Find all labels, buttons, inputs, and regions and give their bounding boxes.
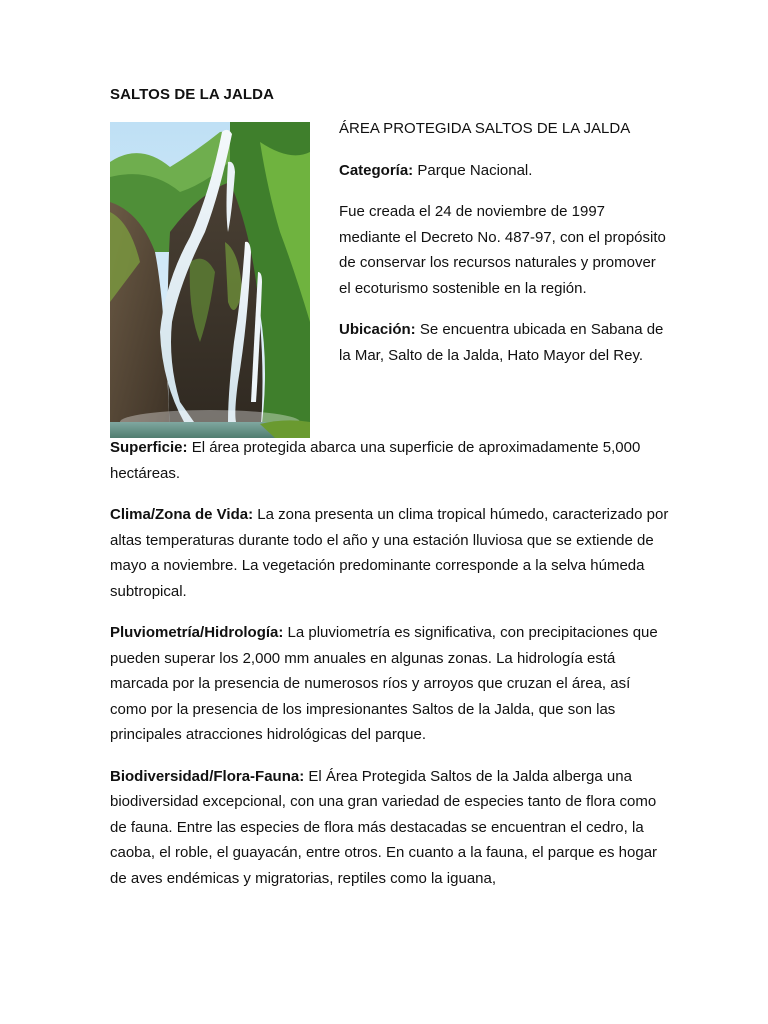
superficie-text: El área protegida abarca una superficie de aproximadamente 5,000 hectáreas. [110,439,641,482]
pluviometria-label: Pluviometría/Hidrología: [110,624,284,641]
document-title: SALTOS DE LA JALDA [110,86,275,103]
protected-area-heading: ÁREA PROTEGIDA SALTOS DE LA JALDA [339,120,631,137]
biodiversidad-paragraph [110,764,670,892]
waterfall-photo [110,122,310,438]
biodiversidad-text: El Área Protegida Saltos de la Jalda alberga una biodiversidad excepcional, con una gran variedad de especies tanto de flora como de fauna. Entre las especies de flora más destacadas se encuentran el cedro, la caoba, el roble, el guayacán, entre otros. En cuanto a la fauna, el parque es hogar de aves endémicas y migratorias, reptiles como la iguana, [110,767,658,887]
ubicacion-text: Se encuentra ubicada en Sabana de la Mar, Salto de la Jalda, Hato Mayor del Rey. [339,321,664,364]
ubicacion-label: Ubicación: [339,321,416,338]
superficie-paragraph [110,435,670,486]
pluviometria-paragraph [110,620,670,748]
categoria-label: Categoría: [339,161,414,179]
info-column [339,116,669,384]
body-sections [110,435,670,907]
superficie-label: Superficie: [110,439,188,456]
clima-paragraph [110,502,670,604]
ubicacion-paragraph [339,317,669,368]
clima-label: Clima/Zona de Vida: [110,506,254,523]
pluviometria-text: La pluviometría es significativa, con precipitaciones que pueden superar los 2,000 mm anuales en algunas zonas. La hidrología está marcada por la presencia de numerosos ríos y arroyos que cruzan el área, así como por la presencia de los impresionantes Saltos de la Jalda, que son las principales atracciones hidrológicas del parque. [110,624,658,743]
categoria-paragraph [339,158,669,184]
clima-text: La zona presenta un clima tropical húmedo, caracterizado por altas temperaturas durante todo el año y una estación lluviosa que se extiende de mayo a noviembre. La vegetación predominante corresponde a la selva húmeda subtropical. [110,506,669,600]
biodiversidad-label: Biodiversidad/Flora-Fauna: [110,767,305,785]
creation-paragraph: Fue creada el 24 de noviembre de 1997 mediante el Decreto No. 487-97, con el propósito de conservar los recursos naturales y promover el ecoturismo sostenible en la región. [339,203,666,297]
categoria-text: Parque Nacional. [413,161,533,179]
